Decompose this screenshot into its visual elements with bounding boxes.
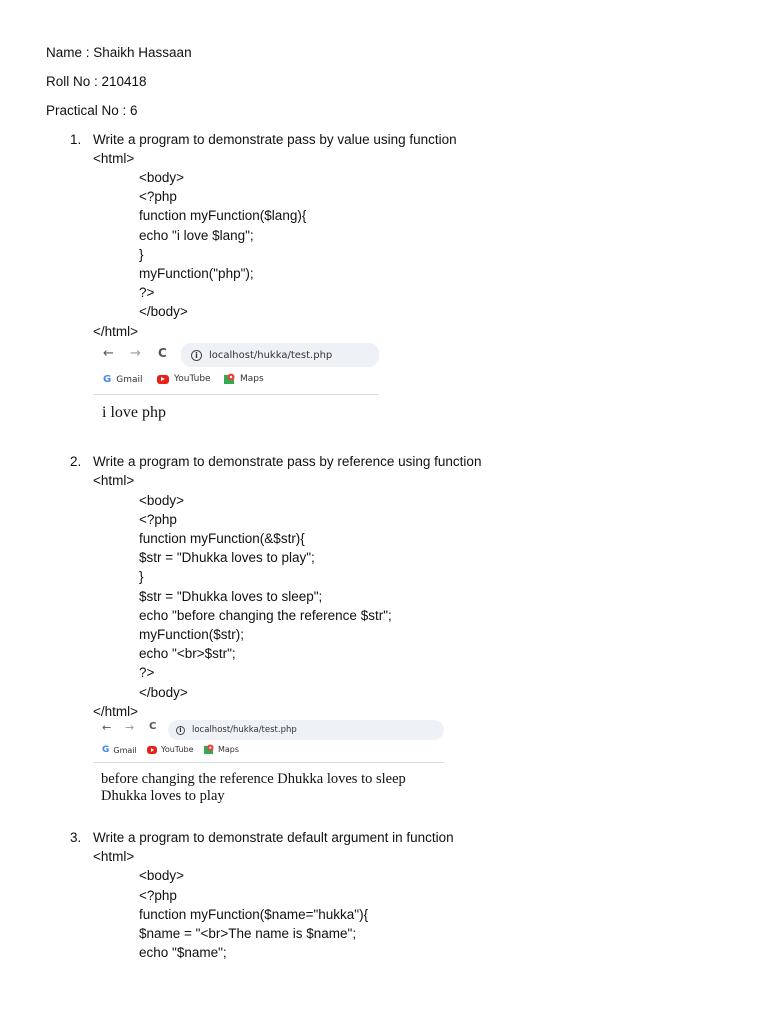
forward-arrow-icon: → (130, 346, 141, 361)
practical-number: Practical No : 6 (46, 103, 138, 118)
toolbar-divider (93, 762, 444, 763)
code-line: </html> (93, 704, 139, 719)
code-line: function myFunction($name="hukka"){ (139, 907, 369, 922)
question-number: 1. (70, 132, 82, 147)
code-line: myFunction("php"); (139, 266, 254, 281)
code-line: ?> (139, 665, 155, 680)
code-line: <html> (93, 849, 135, 864)
reload-icon: C (149, 721, 157, 732)
code-line: echo "<br>$str"; (139, 646, 236, 661)
code-line: echo "before changing the reference $str"; (139, 608, 392, 623)
code-line: <body> (139, 868, 185, 883)
bookmark-youtube: YouTube (147, 745, 194, 754)
question-title: Write a program to demonstrate default argument in function (93, 830, 454, 845)
code-line: <?php (139, 512, 177, 527)
code-line: myFunction($str); (139, 627, 245, 642)
code-line: function myFunction(&$str){ (139, 531, 305, 546)
code-line: echo "$name"; (139, 945, 227, 960)
code-line: <?php (139, 888, 177, 903)
address-bar (181, 343, 379, 367)
code-line: $str = "Dhukka loves to play"; (139, 550, 315, 565)
code-line: function myFunction($lang){ (139, 208, 307, 223)
roll-number: Roll No : 210418 (46, 74, 147, 89)
code-line: </body> (139, 304, 188, 319)
question-title: Write a program to demonstrate pass by reference using function (93, 454, 482, 469)
question-number: 3. (70, 830, 82, 845)
code-line: ?> (139, 285, 155, 300)
question-title: Write a program to demonstrate pass by value using function (93, 132, 457, 147)
info-icon: i (191, 350, 202, 361)
maps-logo-icon (224, 373, 235, 385)
code-line: <html> (93, 151, 135, 166)
code-line: <html> (93, 473, 135, 488)
maps-logo-icon (204, 744, 214, 755)
code-line: </html> (93, 324, 139, 339)
code-line: } (139, 569, 144, 584)
bookmark-gmail: G Gmail (102, 745, 137, 755)
bookmark-maps: Maps (224, 373, 264, 385)
back-arrow-icon: ← (102, 721, 112, 734)
back-arrow-icon: ← (103, 346, 114, 361)
code-line: <?php (139, 189, 177, 204)
reload-icon: C (158, 346, 167, 360)
code-line: $name = "<br>The name is $name"; (139, 926, 357, 941)
youtube-logo-icon (147, 746, 157, 754)
bookmark-gmail: G Gmail (103, 374, 143, 385)
bookmark-maps: Maps (204, 744, 239, 755)
page-output-line: Dhukka loves to play (101, 788, 225, 804)
code-line: </body> (139, 685, 188, 700)
code-line: $str = "Dhukka loves to sleep"; (139, 589, 323, 604)
code-line: <body> (139, 493, 185, 508)
url-text: localhost/hukka/test.php (209, 349, 333, 361)
code-line: <body> (139, 170, 185, 185)
google-logo-icon: G (102, 745, 110, 755)
toolbar-divider (93, 394, 379, 395)
student-name: Name : Shaikh Hassaan (46, 45, 192, 60)
page-output: i love php (102, 404, 166, 421)
info-icon: i (176, 726, 185, 735)
code-line: echo "i love $lang"; (139, 228, 254, 243)
bookmark-youtube: YouTube (157, 374, 211, 384)
browser-screenshot (93, 719, 444, 809)
youtube-logo-icon (157, 375, 169, 384)
google-logo-icon: G (103, 374, 112, 385)
address-bar (168, 720, 444, 740)
code-line: } (139, 247, 144, 262)
page-output-line: before changing the reference Dhukka loves to sleep (101, 771, 406, 787)
browser-screenshot (93, 342, 379, 428)
url-text: localhost/hukka/test.php (192, 725, 297, 735)
question-number: 2. (70, 454, 82, 469)
forward-arrow-icon: → (125, 721, 135, 734)
